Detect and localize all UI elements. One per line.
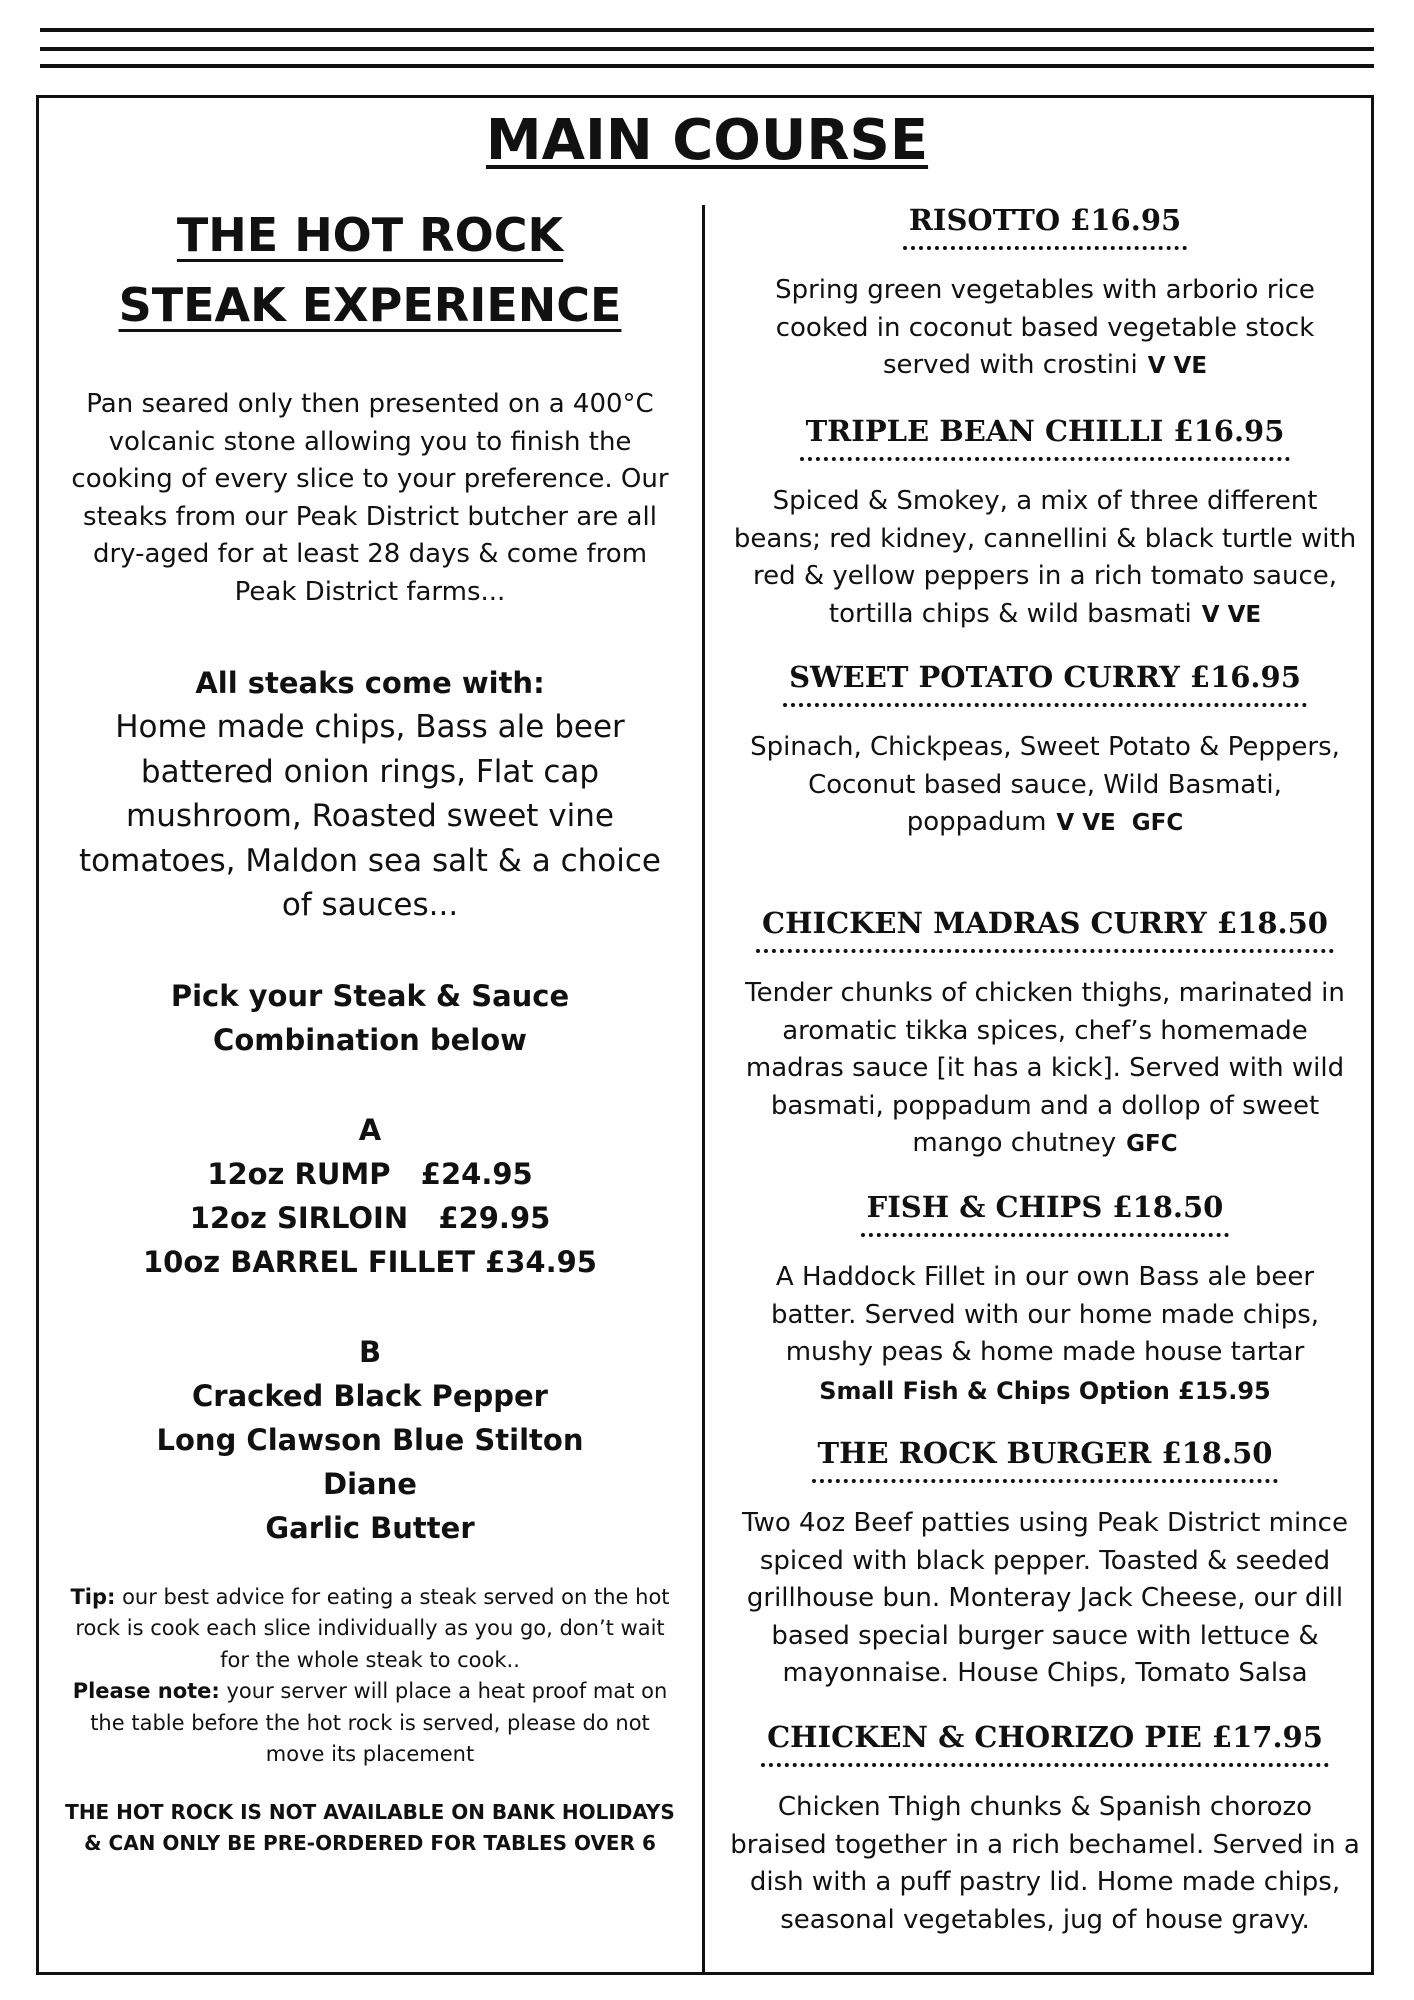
sauce-option: Cracked Black Pepper: [192, 1378, 548, 1413]
option-a: [60, 1108, 680, 1284]
dish-fish-and-chips: [730, 1187, 1360, 1410]
steak-option: 10oz BARREL FILLET £34.95: [142, 1244, 597, 1279]
dish-description-text: Spiced & Smokey, a mix of three different beans; red kidney, cannellini & black turtle with red & yellow peppers in a rich tomato sauce, tortilla chips & wild basmati: [733, 486, 1357, 629]
dish-chicken-chorizo-pie: [730, 1717, 1360, 1939]
steak-title-line2: STEAK EXPERIENCE: [118, 278, 622, 332]
option-b: [60, 1330, 680, 1550]
pick-line1: Pick your Steak & Sauce: [170, 978, 570, 1013]
top-rule-3: [40, 64, 1374, 68]
dish-sweet-potato-curry: [730, 657, 1360, 843]
dietary-tags: V VE GFC: [1056, 810, 1184, 836]
dish-name: FISH & CHIPS £18.50: [861, 1187, 1230, 1237]
dish-description-text: Spring green vegetables with arborio rice cooked in coconut based vegetable stock served with crostini: [775, 275, 1315, 380]
top-rule-2: [40, 47, 1374, 51]
option-a-letter: A: [358, 1112, 382, 1147]
dish-description-text: Spinach, Chickpeas, Sweet Potato & Peppers, Coconut based sauce, Wild Basmati, poppadum: [750, 732, 1340, 837]
dish-description: Chicken Thigh chunks & Spanish chorozo braised together in a rich bechamel. Served in a dish with a puff pastry lid. Home made chips, seasonal vegetables, jug of house gravy.: [730, 1792, 1360, 1935]
small-portion-option: Small Fish & Chips Option £15.95: [819, 1376, 1271, 1405]
pick-instructions: [60, 974, 680, 1062]
dish-description: Two 4oz Beef patties using Peak District mince spiced with black pepper. Toasted & seeded grillhouse bun. Monteray Jack Cheese, our dill based special burger sauce with lettuce & mayonnaise. House Chips, Tomato Salsa: [742, 1508, 1348, 1688]
note-text: your server will place a heat proof mat on the table before the hot rock is served, please do not move its placement: [90, 1679, 668, 1766]
dish-name: SWEET POTATO CURRY £16.95: [783, 657, 1307, 707]
top-rule-1: [40, 28, 1374, 32]
dish-description: [730, 975, 1360, 1164]
page-title: MAIN COURSE: [485, 108, 929, 173]
dietary-tags: GFC: [1126, 1131, 1178, 1157]
dish-risotto: [730, 200, 1360, 386]
sauce-option: Garlic Butter: [265, 1510, 475, 1545]
dish-name: RISOTTO £16.95: [903, 200, 1187, 250]
steak-intro: Pan seared only then presented on a 400°C volcanic stone allowing you to finish the cooking of every slice to your preference. Our steaks from our Peak District butcher are all dry-aged for at least 28 days & come from Peak District farms...: [71, 389, 669, 607]
availability-warning: THE HOT ROCK IS NOT AVAILABLE ON BANK HOLIDAYS & CAN ONLY BE PRE-ORDERED FOR TABLES OVER 6: [65, 1799, 675, 1855]
steak-title: [60, 200, 680, 340]
sauce-option: Long Clawson Blue Stilton: [156, 1422, 584, 1457]
dish-description: [730, 729, 1360, 843]
note-label: Please note:: [72, 1679, 220, 1703]
option-b-letter: B: [358, 1334, 382, 1369]
sauce-option: Diane: [323, 1466, 417, 1501]
dish-name: THE ROCK BURGER £18.50: [812, 1433, 1279, 1483]
tip-text: our best advice for eating a steak served on the hot rock is cook each slice individually as you go, don’t wait for the whole steak to cook..: [75, 1584, 670, 1672]
steak-option: 12oz SIRLOIN £29.95: [189, 1200, 551, 1235]
dish-chicken-madras-curry: [730, 903, 1360, 1164]
dish-name: CHICKEN & CHORIZO PIE £17.95: [761, 1717, 1329, 1767]
dish-description-text: Tender chunks of chicken thighs, marinated in aromatic tikka spices, chef’s homemade madras sauce [it has a kick]. Served with wild basmati, poppadum and a dollop of sweet mango chutney: [745, 978, 1345, 1158]
tip-label: Tip:: [70, 1584, 116, 1609]
dietary-tags: V VE: [1201, 601, 1262, 628]
dish-triple-bean-chilli: [730, 411, 1360, 634]
dish-description: [730, 483, 1360, 634]
hot-rock-section: [60, 200, 680, 1860]
dish-rock-burger: [730, 1433, 1360, 1693]
pick-line2: Combination below: [213, 1022, 527, 1057]
dish-description: A Haddock Fillet in our own Bass ale beer batter. Served with our home made chips, mushy peas & home made house tartar: [770, 1262, 1320, 1367]
dish-name: TRIPLE BEAN CHILLI £16.95: [800, 411, 1291, 461]
steak-with-list: Home made chips, Bass ale beer battered onion rings, Flat cap mushroom, Roasted sweet vine tomatoes, Maldon sea salt & a choice of sauces...: [79, 709, 661, 923]
dish-name: CHICKEN MADRAS CURRY £18.50: [756, 903, 1334, 953]
steak-option: 12oz RUMP £24.95: [207, 1156, 533, 1191]
dish-description: [730, 272, 1360, 386]
steak-with-label: All steaks come with:: [195, 666, 545, 700]
tip-note: [60, 1582, 680, 1771]
steak-title-line1: THE HOT ROCK: [176, 208, 564, 262]
column-divider: [702, 205, 705, 1975]
dietary-tags: V VE: [1147, 353, 1208, 379]
